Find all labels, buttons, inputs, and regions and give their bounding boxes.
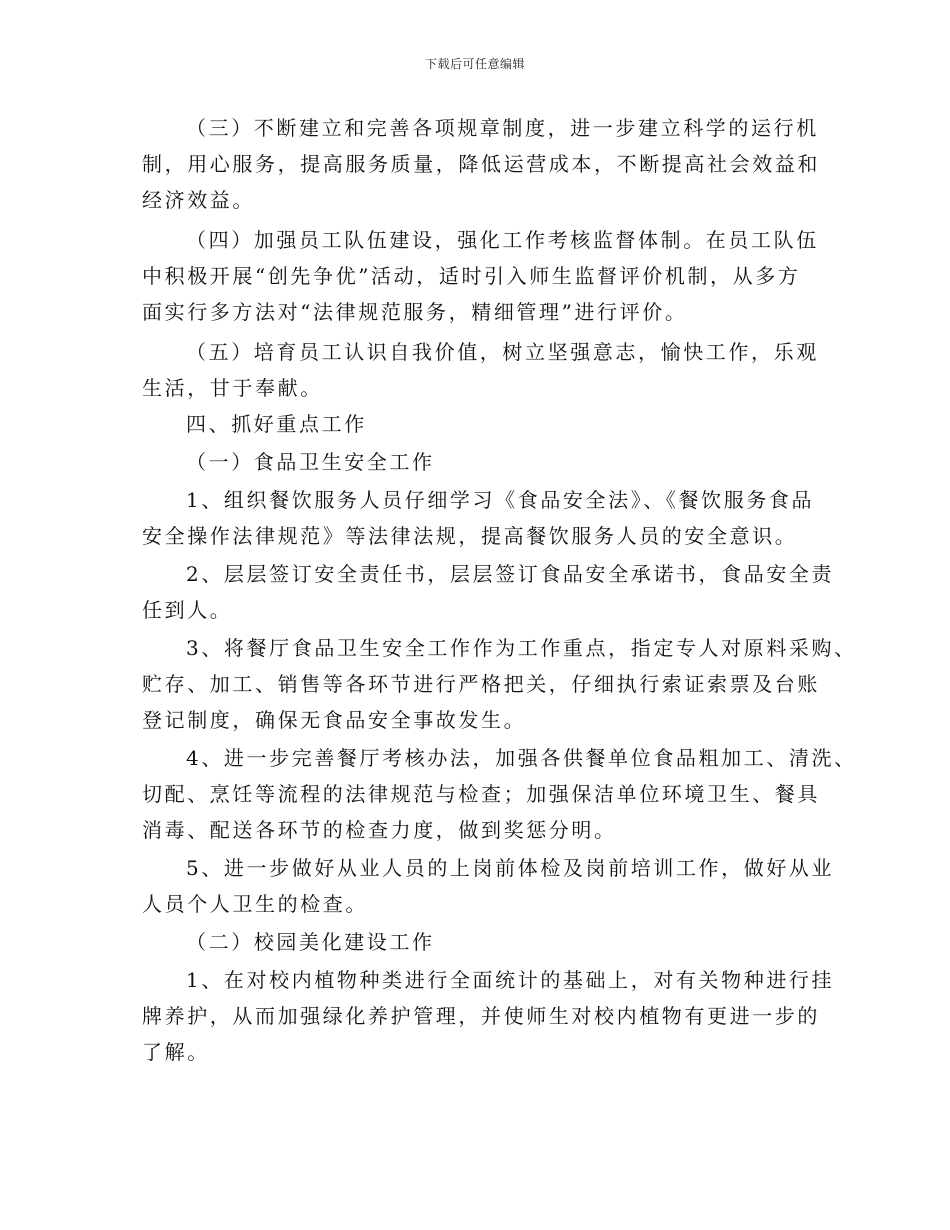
- paragraph-line: 4、进一步完善餐厅考核办法，加强各供餐单位食品粗加工、清洗、: [186, 746, 857, 770]
- paragraph-line: （四）加强员工队伍建设，强化工作考核监督体制。在员工队伍: [186, 228, 819, 252]
- paragraph-line: 切配、烹饪等流程的法律规范与检查；加强保洁单位环境卫生、餐具: [142, 782, 820, 806]
- paragraph-line: （三）不断建立和完善各项规章制度，进一步建立科学的运行机: [186, 116, 819, 140]
- paragraph-line: 贮存、加工、销售等各环节进行严格把关，仔细执行索证索票及台账: [142, 672, 820, 696]
- subsection-heading: （二）校园美化建设工作: [186, 930, 435, 954]
- paragraph-line: 3、将餐厅食品卫生安全工作作为工作重点，指定专人对原料采购、: [186, 636, 857, 660]
- paragraph-line: 面实行多方法对“法律规范服务，精细管理”进行评价。: [142, 300, 688, 324]
- paragraph-line: 人员个人卫生的检查。: [142, 892, 368, 916]
- paragraph-line: 中积极开展“创先争优”活动，适时引入师生监督评价机制，从多方: [142, 264, 801, 288]
- paragraph-line: 登记制度，确保无食品安全事故发生。: [142, 708, 527, 732]
- paragraph-line: 5、进一步做好从业人员的上岗前体检及岗前培训工作，做好从业: [186, 856, 835, 880]
- paragraph-line: 消毒、配送各环节的检查力度，做到奖惩分明。: [142, 818, 617, 842]
- paragraph-line: 制，用心服务，提高服务质量，降低运营成本，不断提高社会效益和: [142, 152, 820, 176]
- paragraph-line: 了解。: [142, 1040, 210, 1064]
- paragraph-line: （五）培育员工认识自我价值，树立坚强意志，愉快工作，乐观: [186, 340, 819, 364]
- page-header: 下载后可任意编辑: [424, 57, 525, 71]
- subsection-heading: （一）食品卫生安全工作: [186, 450, 435, 474]
- section-heading: 四、抓好重点工作: [186, 412, 367, 436]
- paragraph-line: 牌养护，从而加强绿化养护管理，并使师生对校内植物有更进一步的: [142, 1004, 820, 1028]
- paragraph-line: 任到人。: [142, 598, 233, 622]
- paragraph-line: 经济效益。: [142, 188, 255, 212]
- paragraph-line: 生活，甘于奉献。: [142, 376, 323, 400]
- paragraph-line: 1、组织餐饮服务人员仔细学习《食品安全法》、《餐饮服务食品: [186, 488, 815, 512]
- paragraph-line: 1、在对校内植物种类进行全面统计的基础上，对有关物种进行挂: [186, 968, 835, 992]
- paragraph-line: 2、层层签订安全责任书，层层签订食品安全承诺书，食品安全责: [186, 562, 835, 586]
- paragraph-line: 安全操作法律规范》等法律法规，提高餐饮服务人员的安全意识。: [142, 524, 798, 548]
